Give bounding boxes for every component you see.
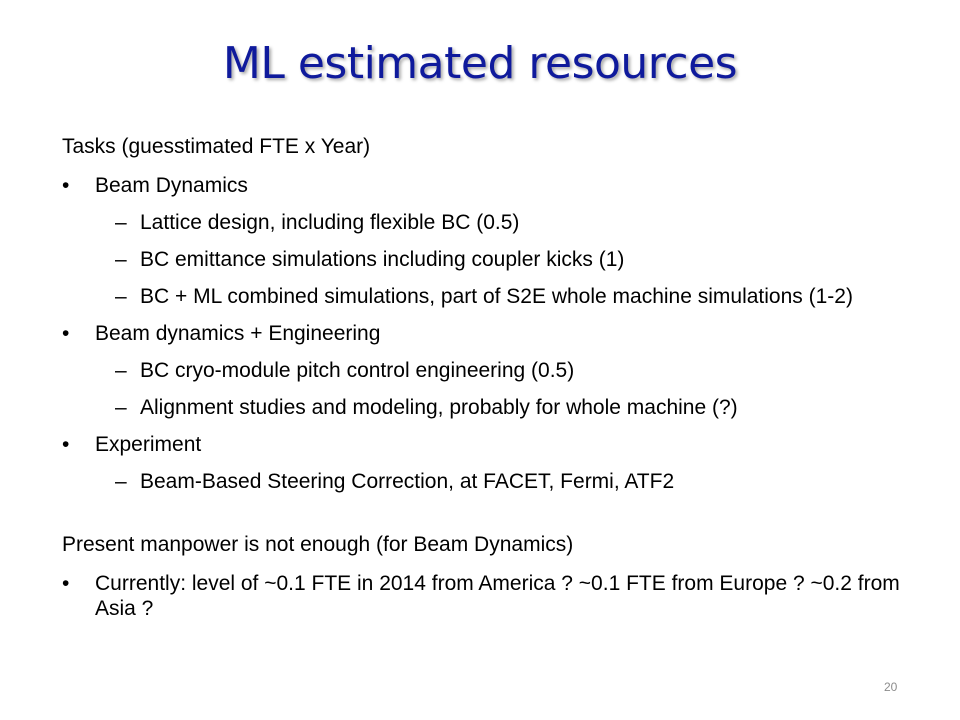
sub-item-text: BC + ML combined simulations, part of S2E whole machine simulations (1-2) [140, 285, 853, 308]
sub-item-alignment-studies [62, 395, 922, 420]
sub-item-text: BC emittance simulations including coupler kicks (1) [140, 248, 625, 271]
slide-body [62, 134, 922, 633]
dash-marker: – [115, 248, 127, 271]
sub-item-bc-ml-combined [62, 284, 922, 309]
bullet-beam-dynamics [62, 173, 922, 198]
sub-item-text: Lattice design, including flexible BC (0.5) [140, 211, 520, 234]
slide-title: ML estimated resources [222, 38, 738, 89]
sub-item-text: BC cryo-module pitch control engineering (0.5) [140, 359, 575, 382]
dash-marker: – [115, 470, 127, 493]
dash-marker: – [115, 359, 127, 382]
sub-item-pitch-control [62, 358, 922, 383]
manpower-heading: Present manpower is not enough (for Beam Dynamics) [62, 533, 574, 556]
bullet-marker: • [62, 433, 70, 456]
tasks-heading: Tasks (guesstimated FTE x Year) [62, 135, 371, 158]
bullet-experiment [62, 432, 922, 457]
sub-item-text: Alignment studies and modeling, probably for whole machine (?) [140, 396, 738, 419]
dash-marker: – [115, 396, 127, 419]
bullet-text: Beam Dynamics [95, 174, 248, 197]
bullet-marker: • [62, 322, 70, 345]
dash-marker: – [115, 211, 127, 234]
page-number: 20 [884, 680, 898, 694]
bullet-beam-dynamics-engineering [62, 321, 922, 346]
sub-item-bc-emittance [62, 247, 922, 272]
bullet-text: Beam dynamics + Engineering [95, 322, 381, 345]
bullet-marker: • [62, 174, 70, 197]
dash-marker: – [115, 285, 127, 308]
spacer [62, 506, 922, 532]
bullet-marker: • [62, 572, 70, 595]
bullet-text: Currently: level of ~0.1 FTE in 2014 from America ? ~0.1 FTE from Europe ? ~0.2 from Asia ? [95, 572, 900, 620]
sub-item-lattice-design [62, 210, 922, 235]
bullet-currently [62, 571, 922, 621]
sub-item-text: Beam-Based Steering Correction, at FACET, Fermi, ATF2 [140, 470, 675, 493]
sub-item-steering-correction [62, 469, 922, 494]
bullet-text: Experiment [95, 433, 202, 456]
